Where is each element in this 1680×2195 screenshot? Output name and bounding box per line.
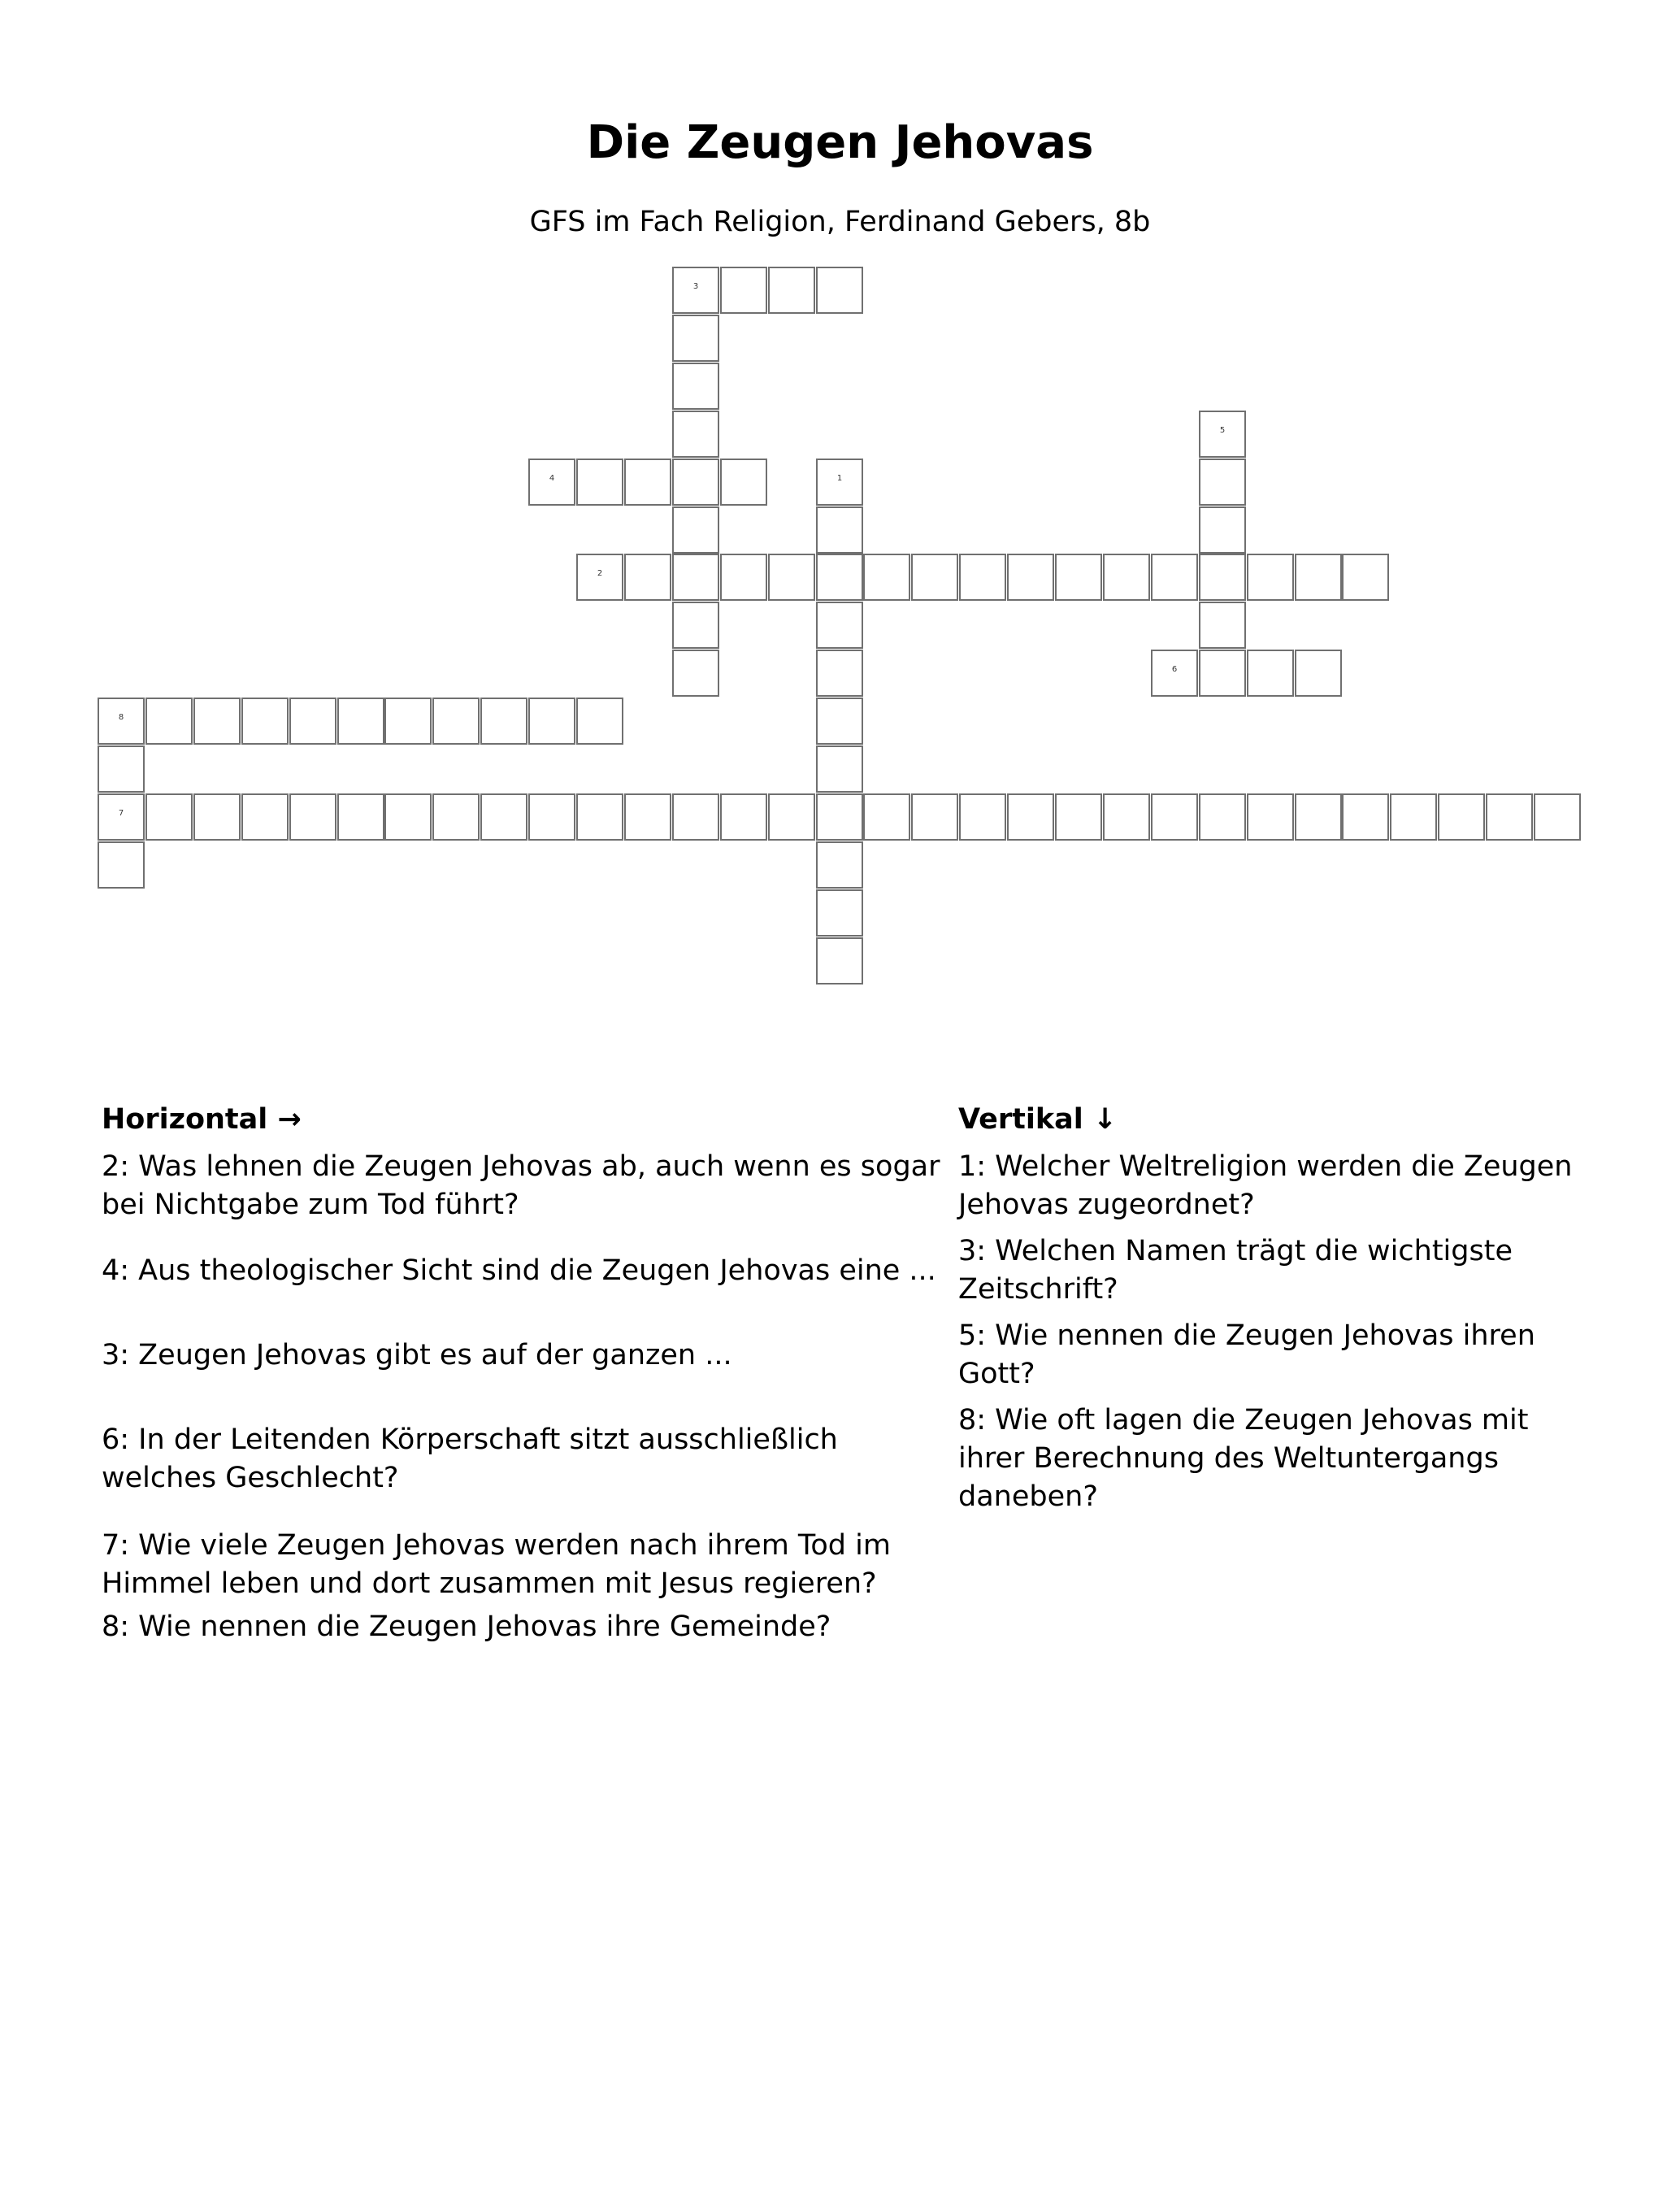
crossword-cell[interactable]: [384, 698, 432, 745]
crossword-cell[interactable]: [98, 698, 145, 745]
crossword-cell[interactable]: [98, 793, 145, 841]
crossword-cell[interactable]: [816, 506, 863, 554]
crossword-cell[interactable]: [1247, 554, 1294, 601]
crossword-cell[interactable]: [1199, 602, 1246, 649]
crossword-cell[interactable]: [959, 554, 1006, 601]
clue-down-3: 3: Welchen Namen trägt die wichtigste Zeitschrift?: [958, 1235, 1513, 1306]
crossword-cell[interactable]: [1199, 554, 1246, 601]
crossword-cell[interactable]: [576, 554, 623, 601]
crossword-cell[interactable]: [241, 793, 289, 841]
clue-down-1: 1: Welcher Weltreligion werden die Zeugen Jehovas zugeordnet?: [958, 1150, 1573, 1221]
crossword-cell[interactable]: [672, 315, 719, 362]
crossword-cell[interactable]: [289, 698, 336, 745]
crossword-cell[interactable]: [816, 650, 863, 697]
crossword-cell[interactable]: [337, 793, 384, 841]
crossword-cell[interactable]: [768, 267, 815, 314]
crossword-cell[interactable]: [1199, 650, 1246, 697]
crossword-cell[interactable]: [193, 698, 241, 745]
crossword-cell[interactable]: [241, 698, 289, 745]
crossword-cell[interactable]: [624, 459, 671, 506]
crossword-cell[interactable]: [1199, 411, 1246, 458]
crossword-cell[interactable]: [1199, 793, 1246, 841]
crossword-cell[interactable]: [911, 554, 958, 601]
cell-number: 1: [836, 474, 843, 483]
crossword-cell[interactable]: [1295, 554, 1342, 601]
crossword-cell[interactable]: [672, 554, 719, 601]
crossword-cell[interactable]: [1055, 793, 1102, 841]
crossword-cell[interactable]: [816, 745, 863, 793]
cell-number: 5: [1219, 426, 1226, 435]
clue-across-3: 3: Zeugen Jehovas gibt es auf der ganzen ...: [102, 1339, 732, 1371]
cell-number: 7: [118, 809, 124, 818]
crossword-cell[interactable]: [672, 363, 719, 410]
crossword-cell[interactable]: [672, 411, 719, 458]
crossword-cell[interactable]: [432, 793, 480, 841]
clue-down-5: 5: Wie nennen die Zeugen Jehovas ihren Gott?: [958, 1319, 1535, 1390]
crossword-cell[interactable]: [193, 793, 241, 841]
crossword-cell[interactable]: [816, 267, 863, 314]
crossword-cell[interactable]: [816, 459, 863, 506]
crossword-cell[interactable]: [672, 459, 719, 506]
crossword-cell[interactable]: [1103, 554, 1150, 601]
crossword-cell[interactable]: [145, 793, 193, 841]
crossword-cell[interactable]: [1055, 554, 1102, 601]
crossword-cell[interactable]: [98, 745, 145, 793]
crossword-cell[interactable]: [1534, 793, 1581, 841]
crossword-cell[interactable]: [1103, 793, 1150, 841]
crossword-cell[interactable]: [1486, 793, 1533, 841]
crossword-cell[interactable]: [145, 698, 193, 745]
cell-number: 2: [597, 569, 603, 578]
crossword-cell[interactable]: [768, 793, 815, 841]
crossword-cell[interactable]: [1247, 793, 1294, 841]
crossword-cell[interactable]: [959, 793, 1006, 841]
crossword-cell[interactable]: [720, 793, 767, 841]
crossword-cell[interactable]: [1199, 459, 1246, 506]
crossword-grid: [0, 0, 1680, 1008]
crossword-cell[interactable]: [98, 841, 145, 889]
crossword-cell[interactable]: [1151, 793, 1198, 841]
crossword-cell[interactable]: [528, 459, 575, 506]
page-subtitle: GFS im Fach Religion, Ferdinand Gebers, 8b: [529, 206, 1151, 238]
crossword-cell[interactable]: [1390, 793, 1437, 841]
crossword-cell[interactable]: [720, 459, 767, 506]
crossword-cell[interactable]: [1438, 793, 1485, 841]
crossword-cell[interactable]: [720, 554, 767, 601]
crossword-cell[interactable]: [672, 793, 719, 841]
crossword-cell[interactable]: [576, 793, 623, 841]
crossword-cell[interactable]: [1342, 793, 1389, 841]
clue-across-8: 8: Wie nennen die Zeugen Jehovas ihre Gemeinde?: [102, 1610, 831, 1643]
crossword-cell[interactable]: [1342, 554, 1389, 601]
crossword-cell[interactable]: [576, 698, 623, 745]
crossword-cell[interactable]: [289, 793, 336, 841]
page-title: Die Zeugen Jehovas: [586, 116, 1094, 169]
cell-number: 6: [1171, 665, 1178, 674]
crossword-cell[interactable]: [816, 889, 863, 937]
crossword-cell[interactable]: [576, 459, 623, 506]
crossword-cell[interactable]: [1007, 793, 1054, 841]
crossword-cell[interactable]: [816, 841, 863, 889]
crossword-cell[interactable]: [337, 698, 384, 745]
clue-across-2: 2: Was lehnen die Zeugen Jehovas ab, auch wenn es sogar bei Nichtgabe zum Tod führt?: [102, 1150, 940, 1221]
crossword-cell[interactable]: [1295, 793, 1342, 841]
crossword-cell[interactable]: [863, 793, 910, 841]
crossword-cell[interactable]: [432, 698, 480, 745]
crossword-cell[interactable]: [672, 267, 719, 314]
crossword-cell[interactable]: [816, 793, 863, 841]
crossword-cell[interactable]: [1199, 506, 1246, 554]
crossword-cell[interactable]: [816, 698, 863, 745]
cell-number: 8: [118, 713, 124, 722]
crossword-cell[interactable]: [480, 793, 527, 841]
crossword-cell[interactable]: [911, 793, 958, 841]
crossword-cell[interactable]: [768, 554, 815, 601]
crossword-cell[interactable]: [624, 793, 671, 841]
crossword-cell[interactable]: [480, 698, 527, 745]
crossword-cell[interactable]: [672, 506, 719, 554]
crossword-cell[interactable]: [1151, 650, 1198, 697]
crossword-cell[interactable]: [1247, 650, 1294, 697]
crossword-cell[interactable]: [816, 602, 863, 649]
crossword-cell[interactable]: [816, 937, 863, 984]
clue-across-7: 7: Wie viele Zeugen Jehovas werden nach ihrem Tod im Himmel leben und dort zusammen mit Jesus regieren?: [102, 1529, 891, 1600]
crossword-cell[interactable]: [1151, 554, 1198, 601]
crossword-cell[interactable]: [528, 698, 575, 745]
clue-across-4: 4: Aus theologischer Sicht sind die Zeugen Jehovas eine ...: [102, 1254, 936, 1287]
crossword-cell[interactable]: [528, 793, 575, 841]
clue-down-8: 8: Wie oft lagen die Zeugen Jehovas mit ihrer Berechnung des Weltuntergangs daneben?: [958, 1404, 1529, 1513]
crossword-cell[interactable]: [863, 554, 910, 601]
crossword-cell[interactable]: [672, 650, 719, 697]
crossword-cell[interactable]: [1007, 554, 1054, 601]
cell-number: 3: [692, 282, 699, 291]
clue-across-6: 6: In der Leitenden Körperschaft sitzt ausschließlich welches Geschlecht?: [102, 1423, 838, 1494]
horizontal-heading: Horizontal →: [102, 1103, 302, 1136]
crossword-cell[interactable]: [384, 793, 432, 841]
crossword-cell[interactable]: [1295, 650, 1342, 697]
crossword-cell[interactable]: [720, 267, 767, 314]
crossword-cell[interactable]: [624, 554, 671, 601]
cell-number: 4: [549, 474, 555, 483]
crossword-cell[interactable]: [672, 602, 719, 649]
vertical-heading: Vertikal ↓: [958, 1103, 1118, 1136]
crossword-cell[interactable]: [816, 554, 863, 601]
